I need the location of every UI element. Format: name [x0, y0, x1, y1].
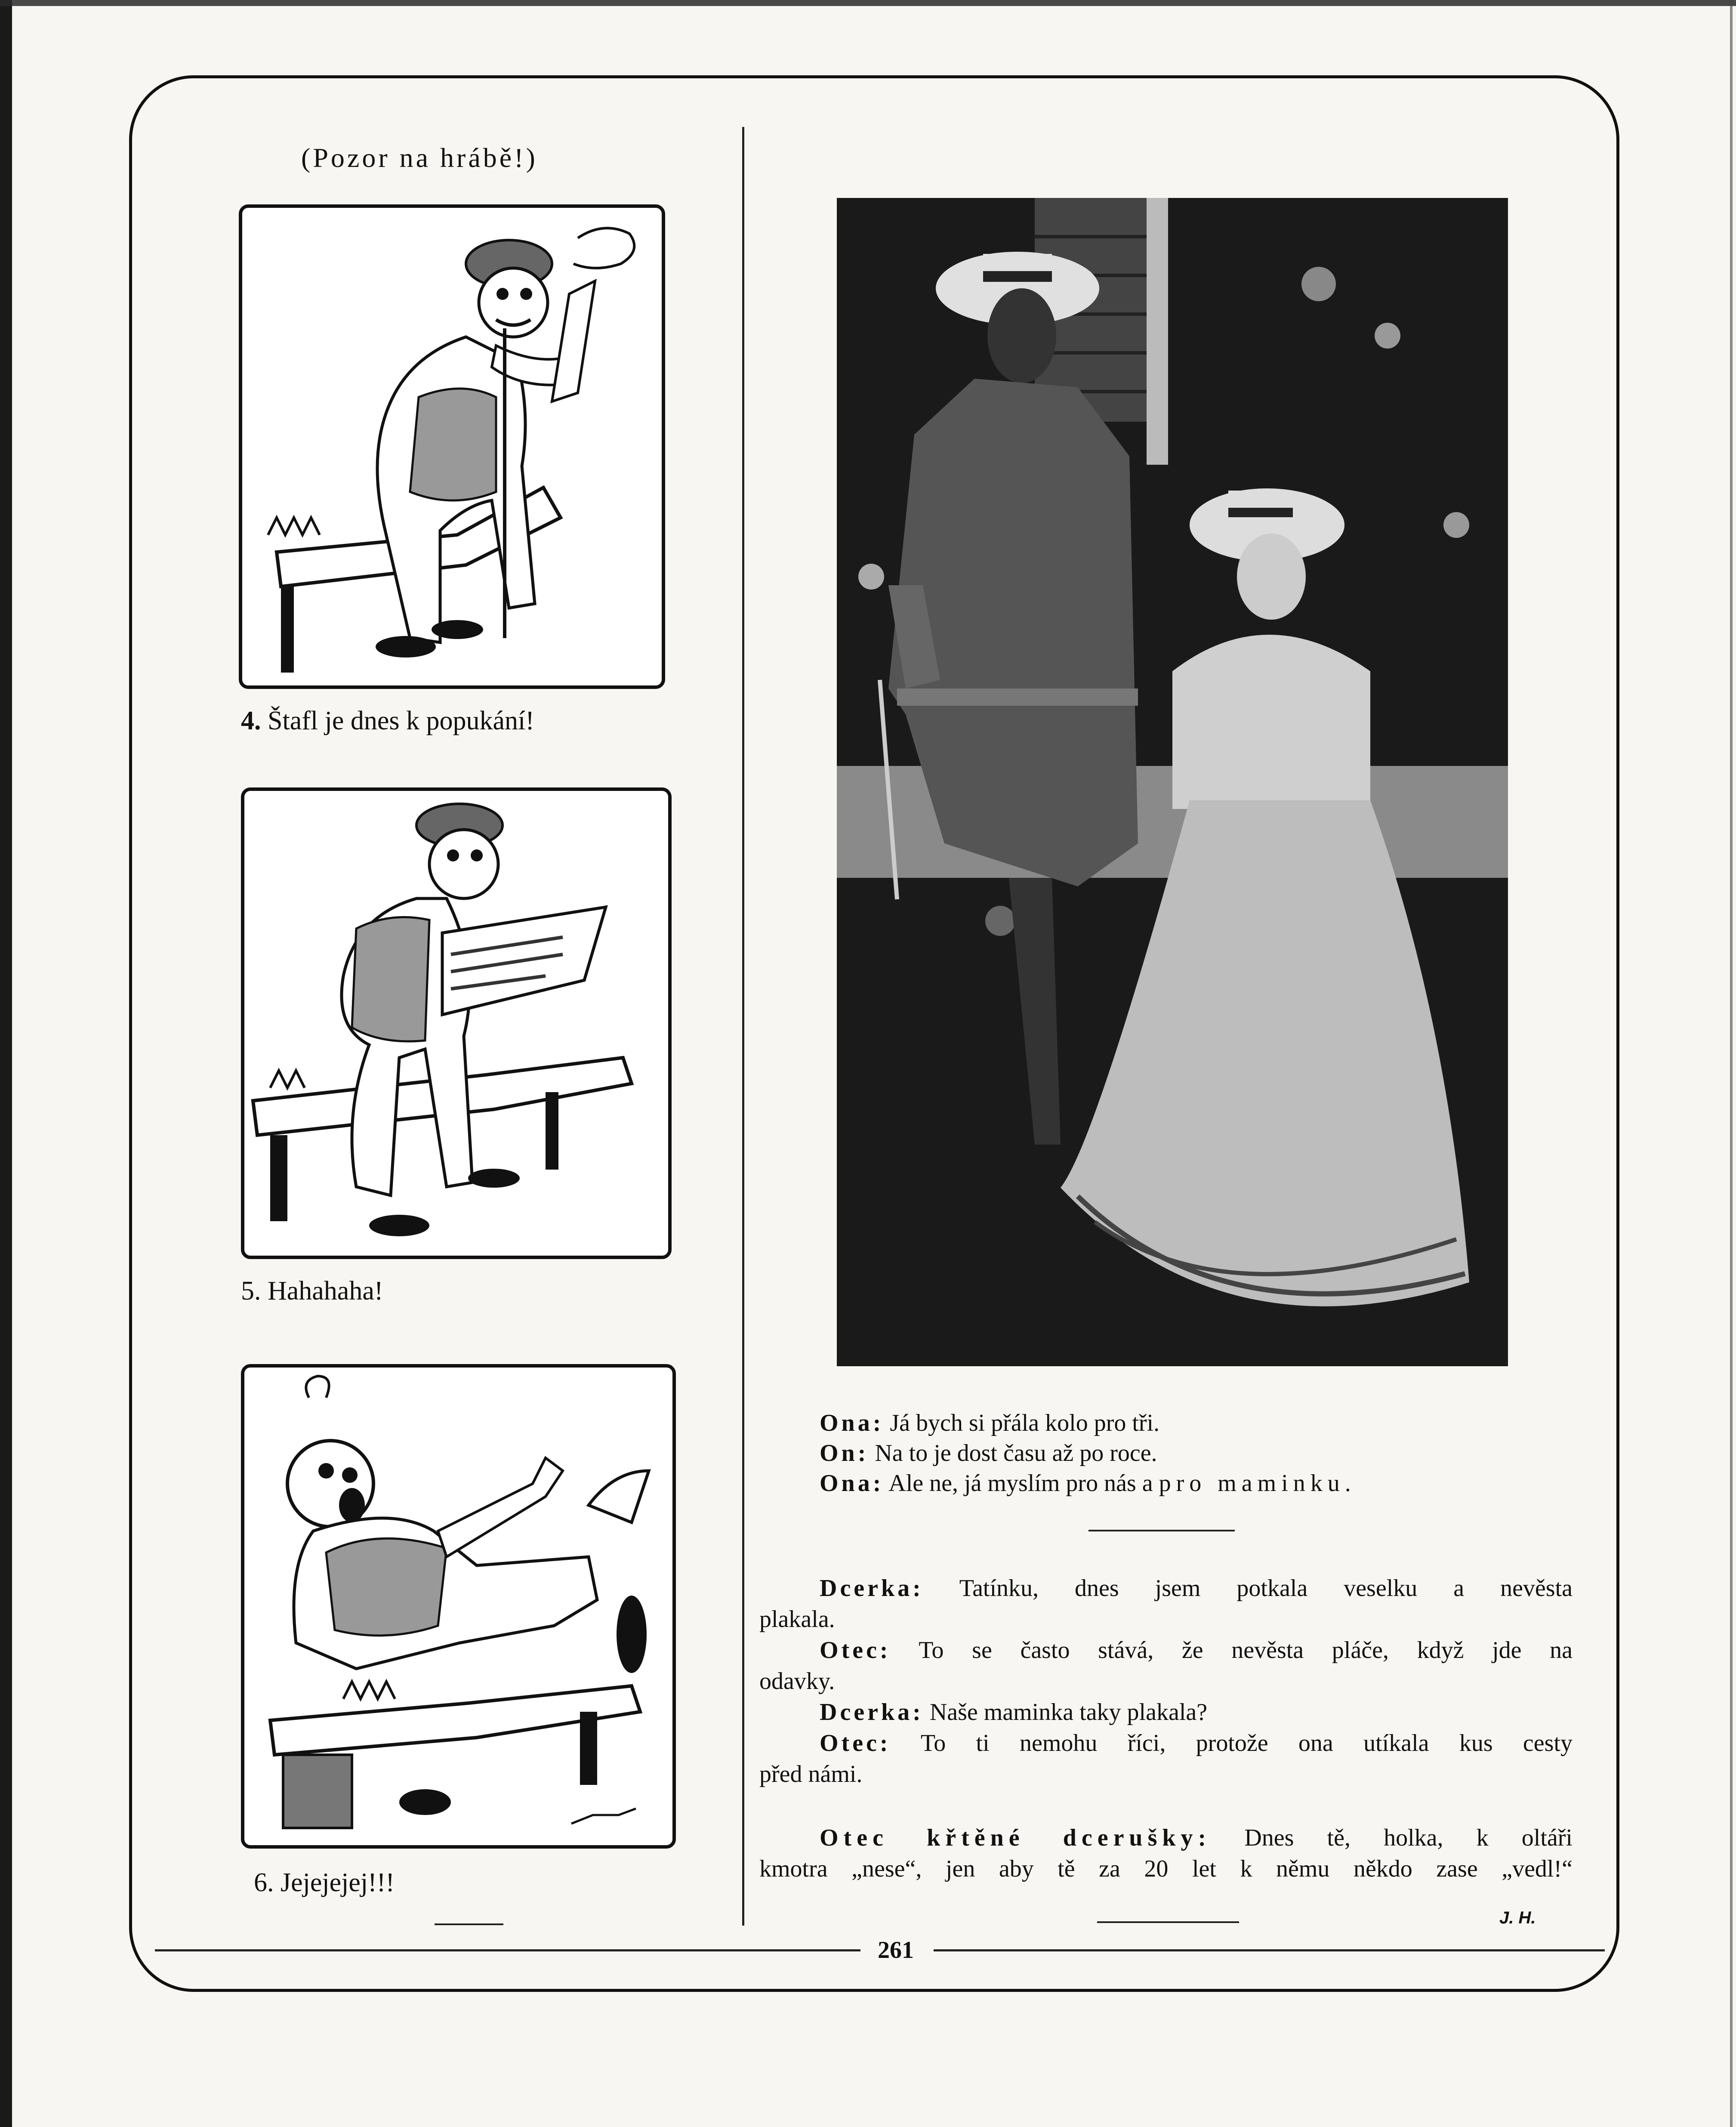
couple-on-bench-photo [837, 198, 1508, 1366]
joke-line: plakala. [759, 1606, 835, 1633]
man-laughing-newspaper-illustration [244, 791, 668, 1256]
page-title: (Pozor na hrábě!) [301, 142, 538, 173]
caption-5: 5. Hahahaha! [241, 1276, 383, 1306]
joke-line: před námi. [759, 1761, 863, 1787]
couple-illustration [837, 198, 1508, 1366]
column-divider [742, 127, 744, 1926]
joke-line: Otec: To ti nemohu říci, protože ona utíkala kus cesty [820, 1730, 1573, 1757]
dialogue-line-3: Ona: Ale ne, já myslím pro nás a pro maminku. [820, 1470, 1356, 1497]
joke-line: Otec: To se často stává, že nevěsta pláče, když jde na [820, 1637, 1573, 1664]
comic-panel-4 [239, 204, 665, 689]
man-falling-illustration [244, 1368, 672, 1845]
scan-edge [0, 0, 12, 2127]
scan-edge [1730, 0, 1733, 2127]
scan-edge [0, 0, 1736, 6]
footer-rule [934, 1949, 1605, 1951]
closing-paragraph [759, 1822, 1573, 1884]
comic-panel-5 [241, 787, 672, 1259]
divider-rule [435, 1923, 503, 1925]
caption-6: 6. Jejejejej!!! [254, 1868, 395, 1897]
joke-line: Dcerka: Naše maminka taky plakala? [820, 1699, 1208, 1726]
man-reading-illustration [242, 208, 662, 685]
closing-line: kmotra „nese“, jen aby tě za 20 let k němu někdo zase „vedl!“ [759, 1855, 1573, 1882]
page-number: 261 [869, 1936, 922, 1964]
closing-line: Otec křtěné dcerušky: Dnes tě, holka, k oltáři [820, 1824, 1573, 1851]
divider-rule [1097, 1921, 1239, 1923]
caption-4: 4. Štafl je dnes k popukání! [241, 706, 534, 735]
joke-paragraph [759, 1573, 1573, 1790]
footer-rule [155, 1949, 860, 1951]
dialogue-line-2: On: Na to je dost času až po roce. [820, 1440, 1157, 1466]
comic-panel-6 [241, 1364, 676, 1849]
author-signature: J. H. [1499, 1908, 1536, 1927]
dialogue-line-1: Ona: Já bych si přála kolo pro tři. [820, 1410, 1160, 1436]
joke-line: odavky. [759, 1668, 835, 1695]
divider-rule [1088, 1530, 1235, 1531]
joke-line: Dcerka: Tatínku, dnes jsem potkala veselku a nevěsta [820, 1575, 1573, 1602]
